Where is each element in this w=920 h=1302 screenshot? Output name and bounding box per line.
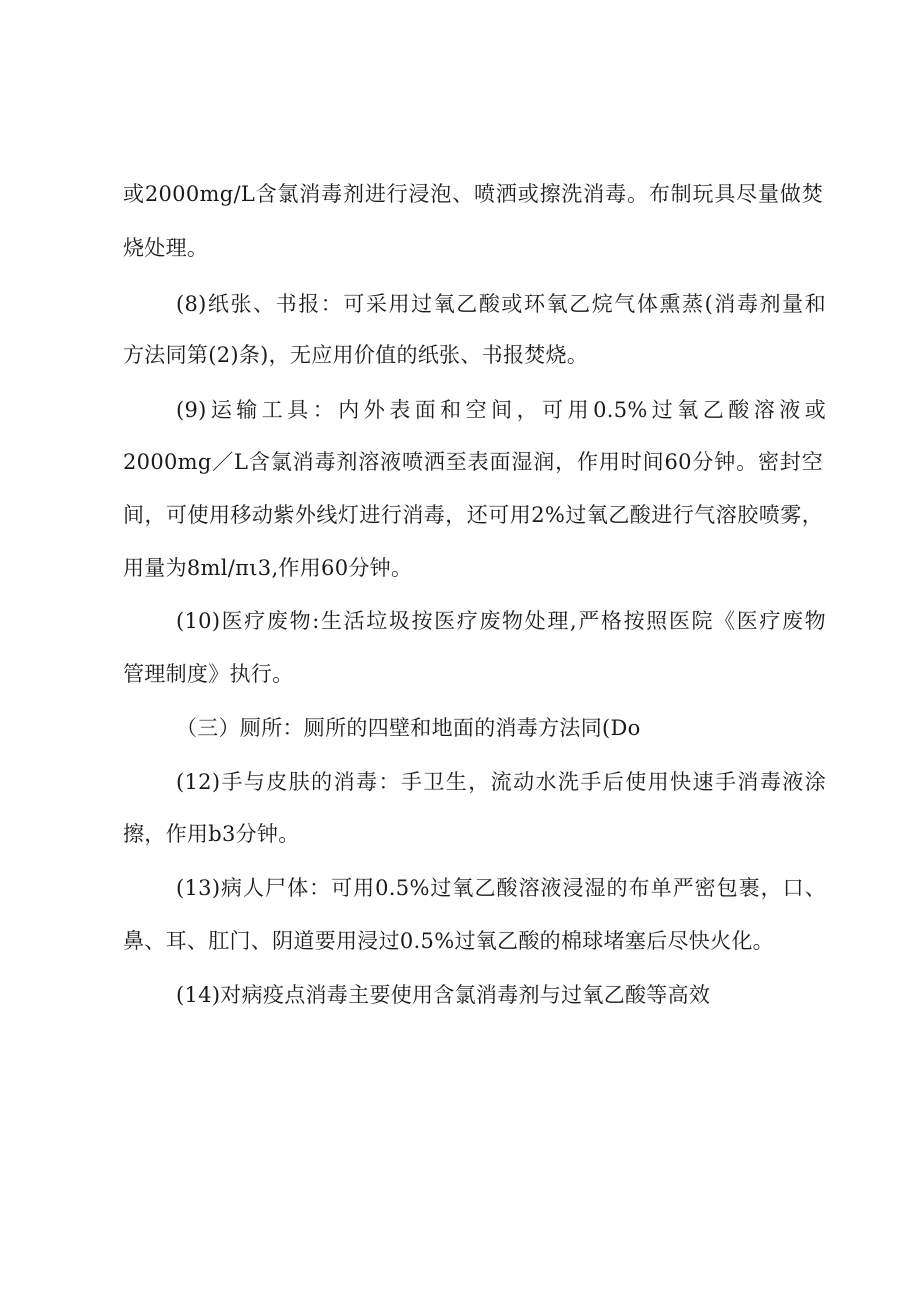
text-line-2: 烧处理。: [123, 236, 209, 260]
text-line-9: (10)医疗废物:生活垃圾按医疗废物处理,严格按照医院《医疗废物: [176, 609, 826, 633]
text-line-15: 鼻、耳、肛门、阴道要用浸过0.5%过氧乙酸的棉球堵塞后尽快火化。: [123, 929, 774, 953]
text-line-10: 管理制度》执行。: [123, 662, 294, 686]
text-line-11: （三）厕所：厕所的四壁和地面的消毒方法同(Do: [176, 716, 641, 740]
text-line-13: 擦，作用b3分钟。: [123, 822, 300, 846]
text-line-7: 间，可使用移动紫外线灯进行消毒，还可用2%过氧乙酸进行气溶胶喷雾，: [123, 503, 823, 527]
text-line-8: 用量为8ml/πι3,作用60分钟。: [123, 556, 413, 580]
text-line-6: 2000mg／L含氯消毒剂溶液喷洒至表面湿润，作用时间60分钟。密封空: [123, 450, 823, 474]
text-line-14: (13)病人尸体：可用0.5%过氧乙酸溶液浸湿的布单严密包裹，口、: [176, 876, 826, 900]
text-line-1: 或2000mg/L含氯消毒剂进行浸泡、喷洒或擦洗消毒。布制玩具尽量做焚: [123, 182, 823, 206]
text-line-4: 方法同第(2)条)，无应用价值的纸张、书报焚烧。: [123, 343, 589, 367]
text-line-3: (8)纸张、书报：可采用过氧乙酸或环氧乙烷气体熏蒸(消毒剂量和: [176, 292, 826, 316]
text-line-12: (12)手与皮肤的消毒：手卫生，流动水洗手后使用快速手消毒液涂: [176, 770, 826, 794]
text-line-16: (14)对病疫点消毒主要使用含氯消毒剂与过氧乙酸等高效: [176, 983, 711, 1007]
text-line-5: (9)运输工具：内外表面和空间，可用0.5%过氧乙酸溶液或: [176, 398, 826, 422]
